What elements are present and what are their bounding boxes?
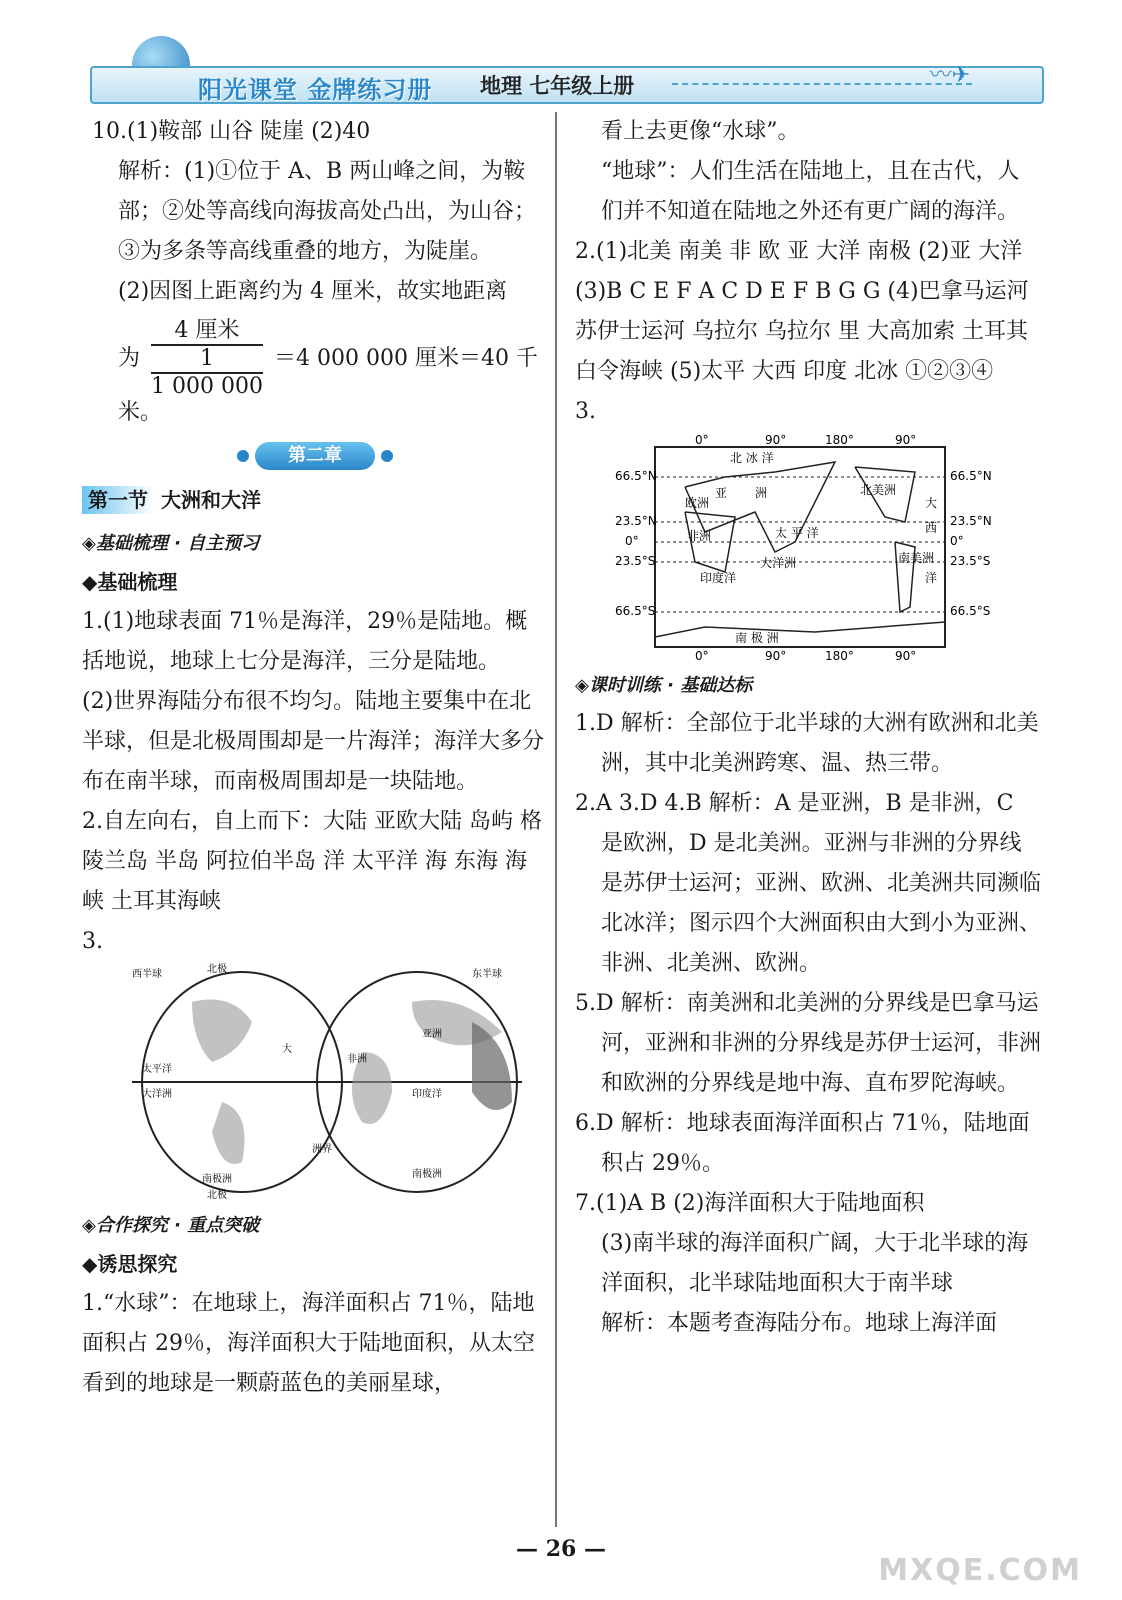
column-divider bbox=[555, 112, 557, 1527]
svg-text:南美洲: 南美洲 bbox=[898, 551, 935, 565]
subheading-explore: ◆诱思探究 bbox=[82, 1252, 178, 1276]
svg-text:南极洲: 南极洲 bbox=[412, 1169, 442, 1180]
section-heading-basic: ◈基础梳理 · 自主预习 bbox=[82, 533, 260, 554]
svg-text:北极: 北极 bbox=[207, 964, 227, 975]
svg-text:90°: 90° bbox=[895, 649, 917, 662]
fraction: 4 厘米 1 1 000 000 bbox=[151, 318, 263, 399]
answer-1-2: (2)世界海陆分布很不均匀。陆地主要集中在北半球，但是北极周围却是一片海洋；海洋大多分布在南半球，而南极周围却是一块陆地。 bbox=[82, 689, 545, 794]
svg-text:66.5°S: 66.5°S bbox=[615, 604, 656, 618]
svg-text:欧洲: 欧洲 bbox=[685, 496, 710, 510]
svg-text:非洲: 非洲 bbox=[687, 529, 712, 543]
svg-text:大洋洲: 大洋洲 bbox=[142, 1089, 172, 1100]
svg-text:北美洲: 北美洲 bbox=[860, 483, 897, 497]
page-header bbox=[80, 36, 1040, 106]
svg-text:23.5°S: 23.5°S bbox=[950, 554, 991, 568]
svg-text:66.5°S: 66.5°S bbox=[950, 604, 991, 618]
svg-text:0°: 0° bbox=[950, 534, 964, 548]
svg-text:90°: 90° bbox=[765, 649, 787, 662]
birds-icon: 〰✈ bbox=[929, 63, 970, 88]
svg-text:23.5°S: 23.5°S bbox=[615, 554, 656, 568]
practice-answer-2-4: 2.A 3.D 4.B 解析：A 是亚洲，B 是非洲，C 是欧洲，D 是北美洲。亚洲与非洲的分界线是苏伊士运河；亚洲、欧洲、北美洲共同濒临北冰洋；图示四个大洲面积由大到小为亚洲、非洲、北美洲、欧洲。 bbox=[575, 791, 1042, 976]
section-heading-practice: ◈课时训练 · 基础达标 bbox=[575, 675, 753, 696]
svg-text:亚: 亚 bbox=[715, 486, 728, 500]
svg-text:东半球: 东半球 bbox=[472, 969, 502, 980]
svg-text:66.5°N: 66.5°N bbox=[615, 469, 657, 483]
svg-text:亚洲: 亚洲 bbox=[422, 1029, 442, 1040]
book-brand: 阳光课堂 金牌练习册 bbox=[198, 76, 433, 104]
svg-text:90°: 90° bbox=[765, 433, 787, 447]
lesson-title: 第一节 大洲和大洋 bbox=[82, 480, 548, 520]
svg-text:印度洋: 印度洋 bbox=[412, 1089, 442, 1100]
answer-1-1: 1.(1)地球表面 71％是海洋，29％是陆地。概括地说，地球上七分是海洋，三分是陆地。 bbox=[82, 609, 528, 674]
svg-text:90°: 90° bbox=[895, 433, 917, 447]
svg-text:66.5°N: 66.5°N bbox=[950, 469, 992, 483]
right-text-1: 看上去更像“水球”。 bbox=[601, 119, 800, 144]
subject-grade: 地理 七年级上册 bbox=[480, 74, 635, 98]
svg-text:0°: 0° bbox=[695, 433, 709, 447]
world-outline-map bbox=[615, 432, 995, 662]
practice-answer-7-exp: 解析：本题考查海陆分布。地球上海洋面 bbox=[601, 1311, 998, 1336]
svg-text:大洋洲: 大洋洲 bbox=[760, 556, 797, 570]
svg-text:0°: 0° bbox=[695, 649, 709, 662]
hemisphere-map bbox=[112, 962, 532, 1202]
svg-text:洲界: 洲界 bbox=[312, 1144, 332, 1155]
svg-text:23.5°N: 23.5°N bbox=[950, 514, 992, 528]
right-column bbox=[575, 112, 1041, 1344]
svg-text:180°: 180° bbox=[825, 649, 854, 662]
right-answer-3-label: 3. bbox=[575, 399, 596, 424]
chapter-badge: 第二章 bbox=[255, 442, 375, 470]
svg-text:非洲: 非洲 bbox=[347, 1054, 367, 1065]
practice-answer-7-1: 7.(1)A B (2)海洋面积大于陆地面积 bbox=[575, 1191, 925, 1216]
subheading-basic: ◆基础梳理 bbox=[82, 570, 178, 594]
practice-answer-1: 1.D 解析：全部位于北半球的大洲有欧洲和北美洲，其中北美洲跨寒、温、热三带。 bbox=[575, 711, 1039, 776]
answer-2: 2.自左向右，自上而下：大陆 亚欧大陆 岛屿 格陵兰岛 半岛 阿拉伯半岛 洋 太平洋 海 东海 海峡 土耳其海峡 bbox=[82, 809, 542, 914]
svg-text:北极: 北极 bbox=[207, 1190, 227, 1201]
practice-answer-6: 6.D 解析：地球表面海洋面积占 71％，陆地面积占 29％。 bbox=[575, 1111, 1030, 1176]
answer-3-label: 3. bbox=[82, 929, 103, 954]
left-column bbox=[82, 112, 548, 1404]
watermark: MXQE.COM bbox=[878, 1553, 1082, 1588]
svg-text:北 冰 洋: 北 冰 洋 bbox=[730, 451, 774, 465]
svg-text:南极洲: 南极洲 bbox=[202, 1174, 232, 1185]
svg-text:太 平 洋: 太 平 洋 bbox=[775, 526, 819, 540]
svg-text:180°: 180° bbox=[825, 433, 854, 447]
svg-text:大: 大 bbox=[925, 496, 938, 510]
distance-formula: 为 4 厘米 1 1 000 000 ＝4 000 000 厘米＝40 千米。 bbox=[118, 318, 538, 425]
right-answer-2: 2.(1)北美 南美 非 欧 亚 大洋 南极 (2)亚 大洋 (3)B C E F A C D E F B G G (4)巴拿马运河 苏伊士运河 乌拉尔 乌拉尔 里 大高加索 土耳其 白令海峡 (5)太平 大西 印度 北冰 ①②③④ bbox=[575, 239, 1029, 384]
page-number: — 26 — bbox=[516, 1536, 606, 1562]
svg-text:洋: 洋 bbox=[925, 571, 938, 585]
q10-explanation-2: (2)因图上距离约为 4 厘米，故实地距离 bbox=[118, 279, 508, 304]
section-heading-explore: ◈合作探究 · 重点突破 bbox=[82, 1215, 260, 1236]
practice-answer-5: 5.D 解析：南美洲和北美洲的分界线是巴拿马运河，亚洲和非洲的分界线是苏伊士运河，非洲和欧洲的分界线是地中海、直布罗陀海峡。 bbox=[575, 991, 1042, 1096]
svg-text:大: 大 bbox=[282, 1044, 292, 1055]
explore-answer-1: 1.“水球”：在地球上，海洋面积占 71％，陆地面积占 29％，海洋面积大于陆地面积，从太空看到的地球是一颗蔚蓝色的美丽星球， bbox=[82, 1291, 535, 1396]
q10-explanation: 解析：(1)①位于 A、B 两山峰之间，为鞍部；②处等高线向海拔高处凸出，为山谷；③为多条等高线重叠的地方，为陡崖。 bbox=[118, 159, 537, 264]
practice-answer-7-3: (3)南半球的海洋面积广阔，大于北半球的海洋面积，北半球陆地面积大于南半球 bbox=[601, 1231, 1029, 1296]
q10-answer: 10.(1)鞍部 山谷 陡崖 (2)40 bbox=[92, 119, 371, 144]
svg-text:23.5°N: 23.5°N bbox=[615, 514, 657, 528]
svg-text:印度洋: 印度洋 bbox=[700, 571, 737, 585]
svg-text:0°: 0° bbox=[625, 534, 639, 548]
svg-text:南 极 洲: 南 极 洲 bbox=[735, 631, 779, 645]
right-text-2: “地球”：人们生活在陆地上，且在古代，人们并不知道在陆地之外还有更广阔的海洋。 bbox=[601, 159, 1020, 224]
svg-text:洲: 洲 bbox=[755, 486, 768, 500]
svg-text:西半球: 西半球 bbox=[132, 969, 162, 980]
svg-text:太平洋: 太平洋 bbox=[142, 1064, 172, 1075]
svg-text:西: 西 bbox=[925, 521, 938, 535]
